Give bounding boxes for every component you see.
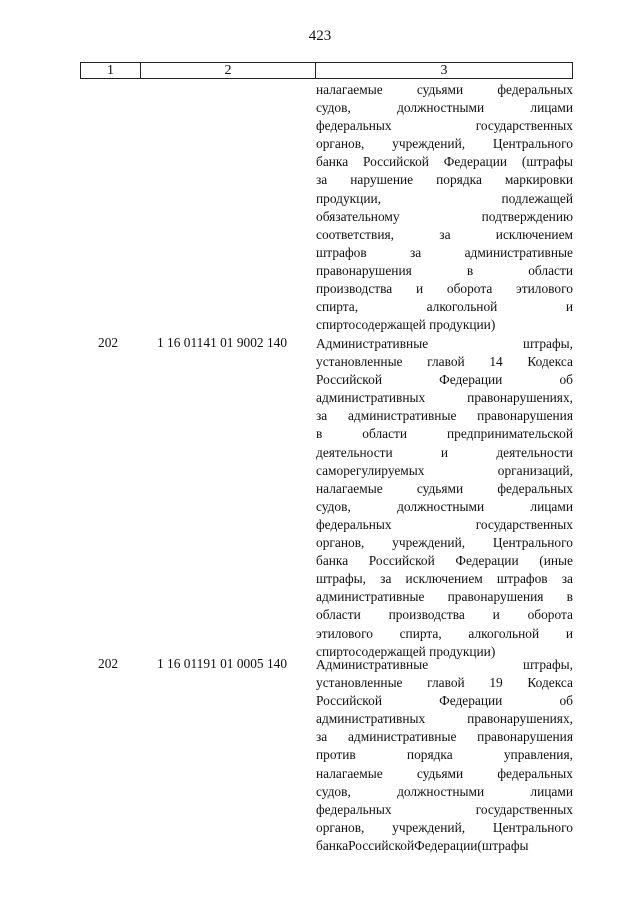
description-line	[316, 280, 573, 298]
description-line	[316, 117, 573, 135]
description-word: за	[410, 244, 422, 260]
description-word: Центрального	[492, 819, 573, 835]
description-word: налагаемые	[316, 82, 383, 97]
description-word: Федерации	[439, 372, 503, 388]
description-line	[316, 656, 573, 674]
description-line	[316, 153, 573, 171]
description-line	[316, 425, 573, 443]
table-header	[80, 62, 573, 79]
description-word: судьями	[416, 765, 464, 781]
description-word: и	[440, 444, 449, 460]
description-word: лицами	[530, 100, 573, 116]
description-word: административные	[347, 408, 457, 424]
description-word: области	[362, 426, 408, 442]
description-word: органов,	[316, 819, 365, 835]
description-word: банка	[316, 553, 349, 569]
description-word: саморегулируемых	[316, 462, 425, 478]
description-word: и	[565, 625, 573, 641]
description-word: Кодекса	[527, 675, 573, 691]
description-word: органов,	[316, 535, 365, 551]
description-word: федеральных	[497, 480, 573, 496]
description-word: федеральных	[316, 118, 392, 134]
description-word: правонарушения	[477, 729, 573, 745]
income-description	[316, 656, 573, 855]
description-word: лицами	[530, 498, 573, 514]
income-description	[316, 335, 573, 661]
description-word: против	[316, 747, 356, 763]
description-word: штрафы,	[316, 571, 366, 587]
description-word: федеральных	[497, 765, 573, 781]
description-word: судьями	[416, 480, 464, 496]
description-line	[316, 710, 573, 728]
description-word: Российской	[368, 553, 435, 569]
description-word: судов,	[316, 783, 351, 799]
description-line	[316, 81, 573, 99]
description-line	[316, 371, 573, 389]
description-word: лицами	[530, 783, 573, 799]
admin-code: 202	[98, 656, 119, 671]
description-word: (иные	[539, 553, 573, 569]
description-word: административных	[316, 711, 426, 727]
description-word: производства	[316, 281, 393, 297]
description-line	[316, 783, 573, 801]
description-line	[316, 498, 573, 516]
description-line	[316, 353, 573, 371]
description-word: порядка	[406, 747, 453, 763]
description-word: должностными	[397, 100, 485, 116]
description-word: и	[565, 299, 573, 315]
description-line	[316, 674, 573, 692]
description-word: правонарушения	[316, 262, 412, 278]
description-line	[316, 135, 573, 153]
description-word: исключением	[495, 226, 573, 242]
description-word: Центрального	[492, 535, 573, 551]
description-word: правонарушения	[447, 589, 544, 605]
description-word: Административные	[316, 336, 429, 351]
description-word: спирта,	[316, 299, 359, 315]
description-word: главой	[427, 354, 465, 370]
description-word: Российской	[316, 372, 382, 388]
description-word: правонарушениях,	[467, 711, 573, 727]
description-word: за	[439, 226, 451, 242]
description-word: в	[316, 426, 323, 442]
description-line	[316, 244, 573, 262]
description-word: алкогольной	[426, 299, 498, 315]
description-word: в	[466, 262, 474, 278]
description-word: маркировки	[504, 172, 573, 188]
description-word: этилового	[316, 625, 373, 641]
description-line	[316, 552, 573, 570]
description-word: штрафов	[316, 244, 367, 260]
description-word: нарушение	[350, 172, 414, 188]
description-line	[316, 444, 573, 462]
header-col-3: 3	[440, 63, 448, 78]
description-line	[316, 190, 573, 208]
description-line	[316, 819, 573, 837]
description-word: Российской	[362, 154, 429, 170]
description-word: административные	[347, 729, 457, 745]
description-line	[316, 335, 573, 353]
description-word: спиртосодержащей продукции)	[316, 643, 496, 659]
description-line	[316, 728, 573, 746]
description-line	[316, 516, 573, 534]
description-word: государственных	[475, 516, 573, 532]
description-word: главой	[427, 675, 465, 691]
description-word: должностными	[397, 783, 485, 799]
description-line	[316, 262, 573, 280]
description-word: федеральных	[316, 801, 392, 817]
description-word: области	[528, 262, 573, 278]
description-line	[316, 801, 573, 819]
description-word: Кодекса	[527, 354, 573, 370]
description-word: производства	[388, 607, 465, 623]
description-word: учреждений,	[392, 819, 466, 835]
description-line	[316, 625, 573, 643]
description-line	[316, 462, 573, 480]
description-line	[316, 298, 573, 316]
description-word: исключением	[405, 571, 483, 587]
description-line	[316, 588, 573, 606]
description-word: предпринимательской	[447, 426, 573, 442]
description-word: Федерации	[414, 837, 478, 853]
description-word: об	[559, 372, 573, 388]
description-word: (штрафы	[521, 154, 573, 170]
description-word: за	[380, 571, 392, 587]
description-word: установленные	[316, 675, 403, 691]
income-description	[316, 81, 573, 334]
description-word: государственных	[475, 801, 573, 817]
description-line	[316, 570, 573, 588]
description-word: судов,	[316, 498, 351, 514]
header-col-1: 1	[81, 63, 141, 78]
description-word: судов,	[316, 100, 351, 116]
description-word: Российской	[348, 837, 415, 853]
description-word: органов,	[316, 136, 365, 152]
description-word: Центрального	[492, 136, 573, 152]
description-word: административные	[316, 589, 425, 605]
description-word: этилового	[516, 281, 573, 297]
description-word: Административные	[316, 657, 429, 672]
description-word: и	[492, 607, 500, 623]
description-word: Федерации	[443, 154, 508, 170]
description-line	[316, 746, 573, 764]
description-word: управления,	[503, 747, 573, 763]
budget-classification-code: 1 16 01191 01 0005 140	[157, 656, 288, 671]
description-word: налагаемые	[316, 480, 383, 496]
description-line	[316, 171, 573, 189]
description-word: учреждений,	[392, 136, 466, 152]
description-word: соответствия,	[316, 226, 395, 242]
description-word: организаций,	[497, 462, 573, 478]
description-word: и	[416, 281, 424, 297]
description-word: административные	[464, 244, 573, 260]
description-word: алкогольной	[468, 625, 540, 641]
description-word: правонарушениях,	[467, 390, 573, 406]
description-word: (штрафы	[477, 837, 529, 853]
description-line	[316, 226, 573, 244]
description-word: налагаемые	[316, 765, 383, 781]
description-word: правонарушения	[477, 408, 573, 424]
description-word: федеральных	[497, 82, 573, 97]
admin-code: 202	[98, 335, 119, 350]
description-line	[316, 480, 573, 498]
description-word: федеральных	[316, 516, 392, 532]
description-word: Российской	[316, 693, 382, 709]
description-word: административных	[316, 390, 426, 406]
description-word: государственных	[475, 118, 573, 134]
description-word: обязательному	[316, 208, 400, 224]
description-word: штрафы,	[523, 336, 573, 351]
description-word: оборота	[446, 281, 493, 297]
description-word: Федерации	[455, 553, 519, 569]
description-word: оборота	[527, 607, 573, 623]
description-word: продукции,	[316, 190, 382, 206]
description-word: учреждений,	[392, 535, 466, 551]
description-line	[316, 407, 573, 425]
description-word: штрафы,	[523, 657, 573, 672]
description-line	[316, 837, 573, 855]
description-word: установленные	[316, 354, 403, 370]
description-line	[316, 692, 573, 710]
header-col-2: 2	[141, 63, 316, 78]
description-word: штрафов	[496, 571, 548, 587]
description-word: области	[316, 607, 361, 623]
description-word: спирта,	[399, 625, 442, 641]
description-word: Федерации	[439, 693, 503, 709]
description-line	[316, 765, 573, 783]
description-word: об	[559, 693, 573, 709]
budget-classification-code: 1 16 01141 01 9002 140	[157, 335, 288, 350]
description-word: 19	[489, 675, 503, 691]
description-word: в	[566, 589, 573, 605]
description-word: должностными	[397, 498, 485, 514]
description-word: судьями	[416, 82, 464, 97]
description-word: за	[316, 729, 328, 745]
description-word: за	[561, 571, 573, 587]
description-line	[316, 389, 573, 407]
description-line	[316, 316, 573, 334]
description-word: порядка	[436, 172, 482, 188]
description-word: за	[316, 172, 328, 188]
description-word: банка	[316, 837, 349, 853]
description-word: подтверждению	[481, 208, 573, 224]
description-line	[316, 99, 573, 117]
description-line	[316, 534, 573, 552]
description-word: спиртосодержащей продукции)	[316, 317, 496, 333]
description-word: за	[316, 408, 328, 424]
description-word: деятельности	[496, 444, 573, 460]
page-number: 423	[308, 28, 332, 44]
description-word: подлежащей	[501, 190, 573, 206]
description-word: 14	[489, 354, 503, 370]
description-line	[316, 606, 573, 624]
description-word: деятельности	[316, 444, 393, 460]
description-line	[316, 208, 573, 226]
description-word: банка	[316, 154, 349, 170]
